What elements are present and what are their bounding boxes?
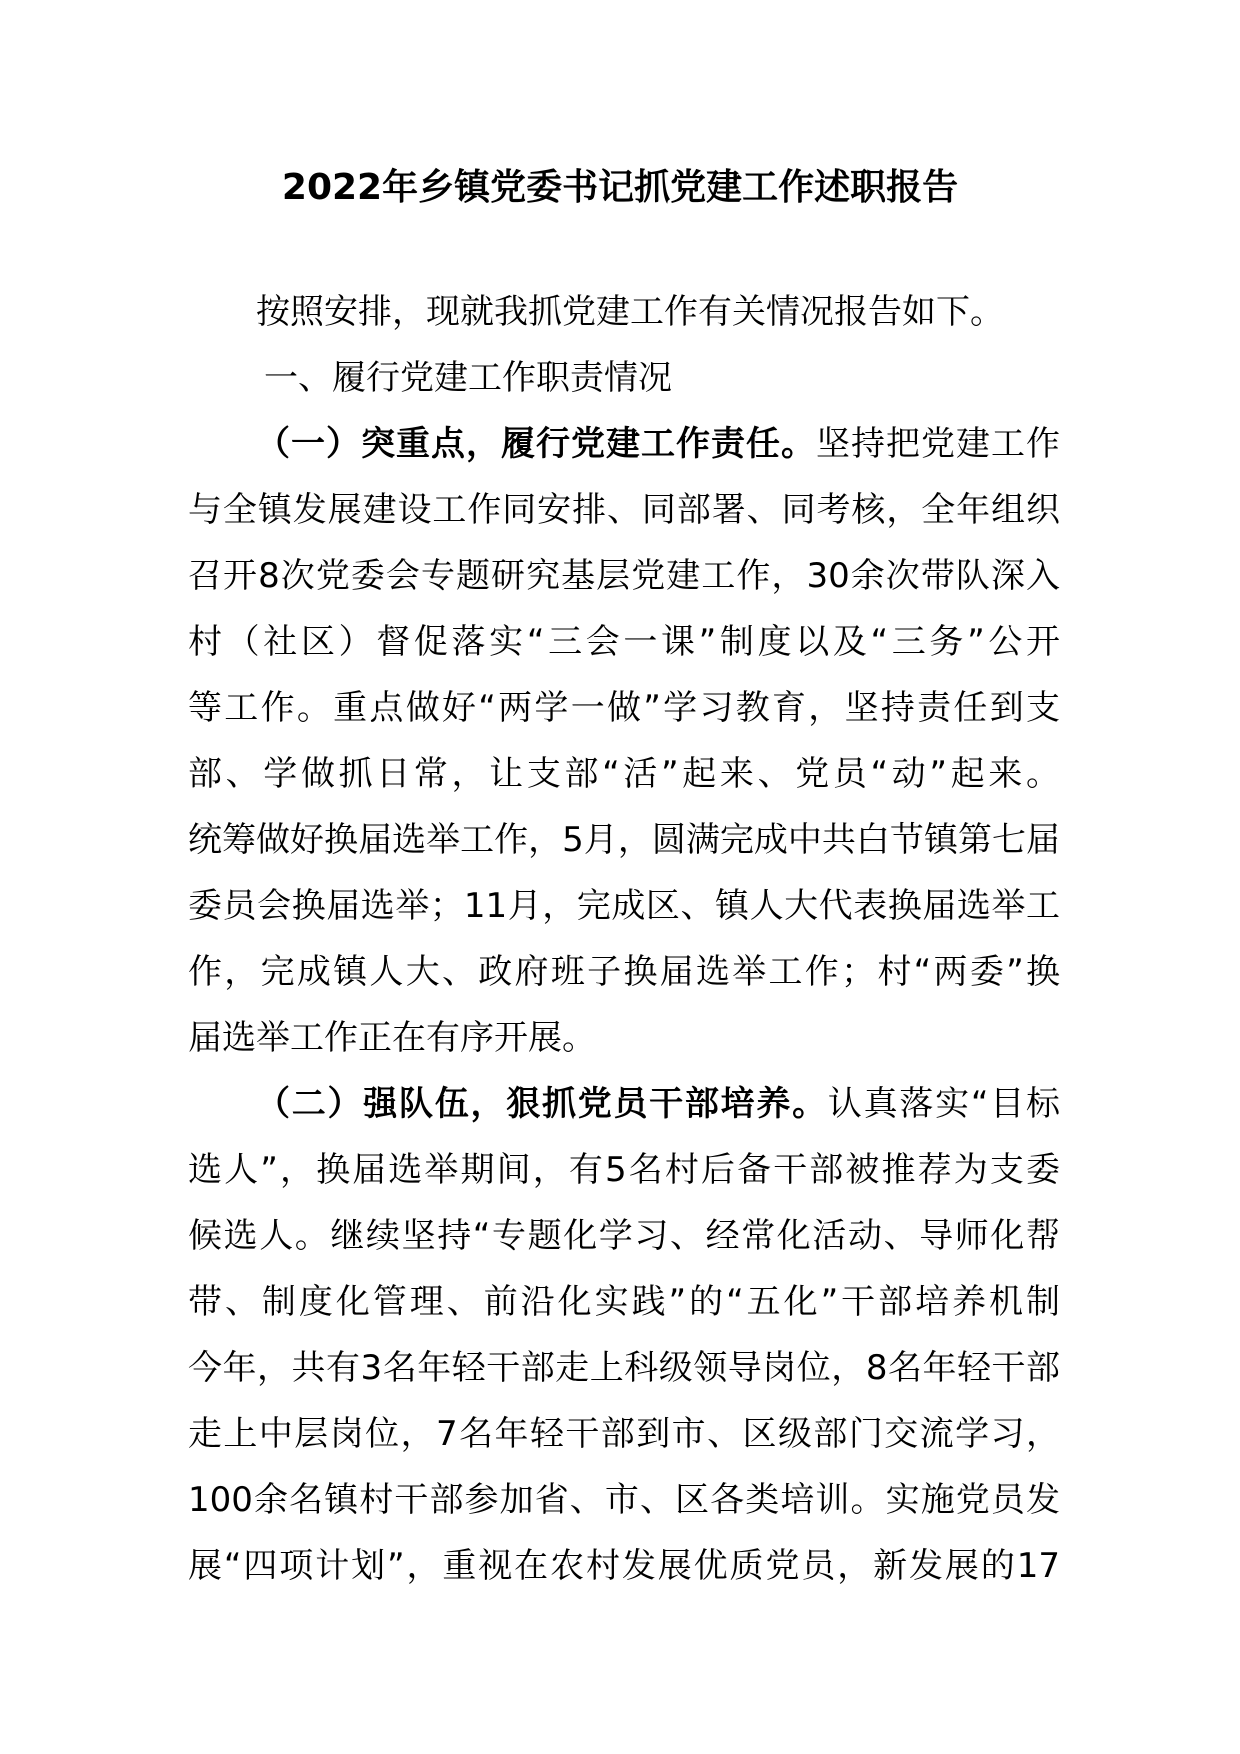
paragraph-lead: （一）突重点，履行党建工作责任。	[256, 424, 816, 464]
paragraph-line: 村（社区）督促落实“三会一课”制度以及“三务”公开	[188, 622, 1060, 662]
paragraph-line: 带、制度化管理、前沿化实践”的“五化”干部培养机制	[188, 1282, 1060, 1322]
paragraph-line: 展“四项计划”，重视在农村发展优质党员，新发展的17	[188, 1546, 1060, 1586]
paragraph-line: 统筹做好换届选举工作，5月，圆满完成中共白节镇第七届	[188, 820, 1060, 860]
intro-paragraph: 按照安排，现就我抓党建工作有关情况报告如下。	[256, 292, 1004, 332]
paragraph-line: 走上中层岗位，7名年轻干部到市、区级部门交流学习，	[188, 1414, 1060, 1454]
paragraph-line: 部、学做抓日常，让支部“活”起来、党员“动”起来。	[188, 754, 1060, 794]
paragraph-line: 委员会换届选举；11月，完成区、镇人大代表换届选举工	[188, 886, 1060, 926]
document-body	[188, 279, 1060, 1599]
paragraph-line: 候选人。继续坚持“专题化学习、经常化活动、导师化帮	[188, 1216, 1060, 1256]
paragraph-lead: （二）强队伍，狠抓党员干部培养。	[256, 1084, 828, 1124]
paragraph-text: 坚持把党建工作	[816, 424, 1060, 464]
paragraph-2	[188, 1071, 1060, 1599]
paragraph-line: 与全镇发展建设工作同安排、同部署、同考核，全年组织	[188, 490, 1060, 530]
document-title: 2022年乡镇党委书记抓党建工作述职报告	[281, 167, 959, 208]
paragraph-1	[188, 411, 1060, 1071]
paragraph-line: 作，完成镇人大、政府班子换届选举工作；村“两委”换	[188, 952, 1060, 992]
section-heading: 一、履行党建工作职责情况	[264, 358, 672, 398]
paragraph-text: 认真落实“目标	[827, 1084, 1061, 1124]
paragraph-line: 等工作。重点做好“两学一做”学习教育，坚持责任到支	[188, 688, 1060, 728]
paragraph-line: 选人”，换届选举期间，有5名村后备干部被推荐为支委	[188, 1150, 1060, 1190]
paragraph-line	[188, 1071, 1060, 1137]
paragraph-line: 召开8次党委会专题研究基层党建工作，30余次带队深入	[188, 556, 1060, 596]
paragraph-line: 届选举工作正在有序开展。	[188, 1018, 596, 1058]
paragraph-line: 100余名镇村干部参加省、市、区各类培训。实施党员发	[188, 1480, 1060, 1520]
paragraph-line	[188, 411, 1060, 477]
paragraph-line: 今年，共有3名年轻干部走上科级领导岗位，8名年轻干部	[188, 1348, 1060, 1388]
